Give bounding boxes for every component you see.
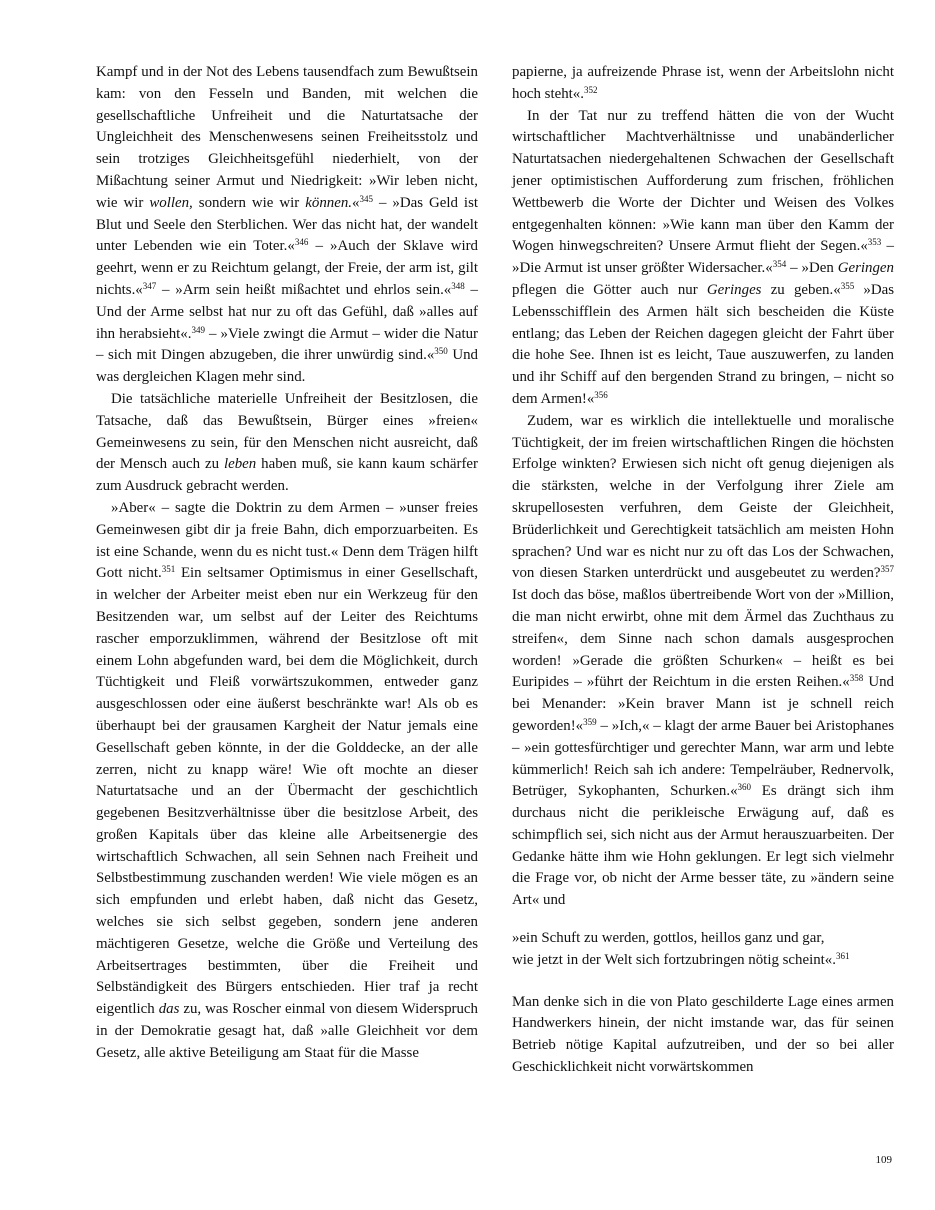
paragraph: Kampf und in der Not des Lebens tausendfach zum Bewußtsein kam: von den Fesseln und Banden, mit welchen die gesellschaftliche Unfreiheit und die Naturtatsache der Ungleichheit des Menschenwesens seinen Freiheitsstolz und sein trotziges Gleichheitsgefühl niederhielt, von der Mißachtung seiner Armut und Niedrigkeit: »Wir leben nicht, wie wir wollen, sondern wie wir können.«$^{345}$ – »Das Geld ist Blut und Seele den Sterblichen. Wer das nicht hat, der wandelt unter Lebenden wie ein Toter.«$^{346}$ – »Auch der Sklave wird geehrt, wenn er zu Reichtum gelangt, der Freie, der arm ist, gilt nichts.«$^{347}$ – »Arm sein heißt mißachtet und ehrlos sein.«$^{348}$ – Und der Arme selbst hat nur zu oft das Gefühl, daß »alles auf ihn herabsieht«.$^{349}$ – »Viele zwingt die Armut – wider die Natur – sich mit Dingen abzugeben, die ihrer unwürdig sind.«$^{350}$ Und was dergleichen Klagen mehr sind. xyxy=(96,64,479,386)
footnote-ref: 347 xyxy=(142,281,157,292)
footnote-ref: 352 xyxy=(583,84,598,95)
paragraph: papierne, ja aufreizende Phrase ist, wenn der Arbeitslohn nicht hoch steht«.$^{352}$ xyxy=(512,64,894,102)
footnote-ref: 361 xyxy=(835,950,850,961)
paragraph: In der Tat nur zu treffend hätten die von der Wucht wirtschaftlicher Machtverhältnisse und unabänderlicher Naturtatsachen niedergehaltenen Schwachen der Gesellschaft jener optimistischen Aufforderung zum frischen, fröhlichen Wettbewerb die Worte der Dichter und Weisen des Volkes entgegenhalten können: »Wie kann man über den Kamm der Wogen hinwegschreiten? Unsere Armut flieht der Segen.«$^{353}$ – »Die Armut ist unser größter Widersacher.«$^{354}$ – »Den Geringen pflegen die Götter auch nur Geringes zu geben.«$^{355}$ »Das Lebensschifflein des Armen hält sich bescheiden die Küste entlang; das Leben der Reichen dagegen gleicht der Fahrt über die hohe See. Ihnen ist es leicht, Taue auszuwerfen, zu landen und ihr Schiff auf den bergenden Strand zu bringen, – nicht so dem Armen!«$^{356}$ xyxy=(512,107,895,407)
footnote-ref: 355 xyxy=(840,281,855,292)
verse-line: »ein Schuft zu werden, gottlos, heillos ganz und gar, xyxy=(512,930,825,947)
footnote-ref: 360 xyxy=(737,782,752,793)
footnote-ref: 348 xyxy=(451,281,465,292)
footnote-ref: 349 xyxy=(191,324,205,335)
footnote-ref: 359 xyxy=(583,716,597,727)
footnote-ref: 356 xyxy=(594,390,608,401)
paragraph: Die tatsächliche materielle Unfreiheit der Besitzlosen, die Tatsache, daß das Bewußtsein, Bürger eines »freien« Gemeinwesens zu sein, für den Menschen nicht ausreicht, daß der Mensch auch zu leben haben muß, sie kann kaum schärfer zum Ausdruck gebracht werden. xyxy=(96,390,478,495)
footnote-ref: 353 xyxy=(867,237,882,248)
footnote-ref: 357 xyxy=(880,564,894,575)
verse-line: wie jetzt in der Welt sich fortzubringen nötig scheint«.$^{361}$ xyxy=(512,950,850,968)
right-column xyxy=(512,62,894,1079)
paragraph: Zudem, war es wirklich die intellektuelle und moralische Tüchtigkeit, der im freien wirtschaftlichen Ringen die höchsten Erfolge winkten? Erwiesen sich nicht oft genug diejenigen als die stärksten, welche in der Verfolgung ihrer Ziele am skrupellosesten verfuhren, dem Geiste der Gleichheit, Brüderlichkeit und Gerechtigkeit tatsächlich am meisten Hohn sprachen? Und war es nicht nur zu oft das Los der Schwachen, von diesen Starken unterdrückt und ausgebeutet zu werden?$^{357}$ Ist doch das böse, maßlos übertreibende Wort von der »Million, die man nicht erwirbt, ohne mit dem Ärmel das Zuchthaus zu streifen«, dem Sinne nach schon damals ausgesprochen worden! »Gerade die größten Schurken« – heißt es bei Euripides – »führt der Reichtum in die ersten Reihen.«$^{358}$ Und bei Menander: »Kein braver Mann ist je schnell reich geworden!«$^{359}$ – »Ich,« – klagt der arme Bauer bei Aristophanes – »ein gottesfürchtiger und gerechter Mann, war arm und lebte kümmerlich! Reich sah ich andere: Tempelräuber, Rednervolk, Betrüger, Sykophanten, Schurken.«$^{360}$ Es drängt sich ihm durchaus nicht die perikleische Erwägung auf, daß es schimpflich sei, sich nicht aus der Armut herauszuarbeiten. Der Gedanke hätte ihm wie Hohn geklungen. Er legt sich vielmehr die Frage vor, ob nicht der Arme besser täte, zu »ändern seine Art« und xyxy=(512,412,894,909)
footnote-ref: 358 xyxy=(849,673,864,684)
footnote-ref: 354 xyxy=(772,259,787,270)
left-column xyxy=(96,62,478,1065)
footnote-ref: 345 xyxy=(359,193,373,204)
page-number: 109 xyxy=(875,1154,892,1166)
footnote-ref: 346 xyxy=(294,237,309,248)
paragraph: »Aber« – sagte die Doktrin zu dem Armen – »unser freies Gemeinwesen gibt dir ja freie Bahn, dich emporzuarbeiten. Es ist eine Schande, wenn du es nicht tust.« Denn dem Trägen hilft Gott nicht.$^{351}$ Ein seltsamer Optimismus in einer Gesellschaft, in welcher der Arbeiter meist eben nur ein Werkzeug für den Besitzenden war, um selbst auf der Leiter des Reichtums rascher emporzuklimmen, während der Besitzlose oft mit einem Lohn abgefunden ward, bei dem die Möglichkeit, durch Tüchtigkeit und Fleiß vorwärtszukommen, entweder ganz ausgeschlossen oder eine äußerst beschränkte war! Als ob es überhaupt bei der grausamen Kargheit der Natur jemals eine Gesellschaft geben könnte, in der die Golddecke, an der alle zerren, nicht zu knapp wäre! Wie oft mochte an dieser Naturtatsache und an der Übermacht der geschichtlich gegebenen Besitzverhältnisse über die besitzlose Arbeit, des großen Kapitals über das kleine alle Arbeitsenergie des wirtschaftlich Schwachen, all sein Sehnen nach Freiheit und Selbstbestimmung zuschanden werden! Wie viele mögen es an sich empfunden und erlebt haben, daß nicht das Gesetz, welches sie sich selbst gegeben, sondern jene anderen mächtigeren Gesetze, welche die Größe und Verteilung des Arbeitsertrages bestimmten, über die Freiheit und Selbständigkeit des Bürgers entschieden. Hier traf ja recht eigentlich das zu, was Roscher einmal von diesem Widerspruch in der Demokratie gesagt hat, daß »alle Gleichheit vor dem Gesetz, alle aktive Beteiligung am Staat für die Masse xyxy=(96,499,479,1061)
paragraph: Man denke sich in die von Plato geschilderte Lage eines armen Handwerkers hinein, der nicht imstande war, das für seinen Betrieb nötige Kapital aufzutreiben, und der so bei aller Geschicklichkeit nicht vorwärtskommen xyxy=(512,993,894,1076)
verse-quote xyxy=(512,928,894,972)
footnote-ref: 351 xyxy=(161,564,176,575)
footnote-ref: 350 xyxy=(434,346,448,357)
